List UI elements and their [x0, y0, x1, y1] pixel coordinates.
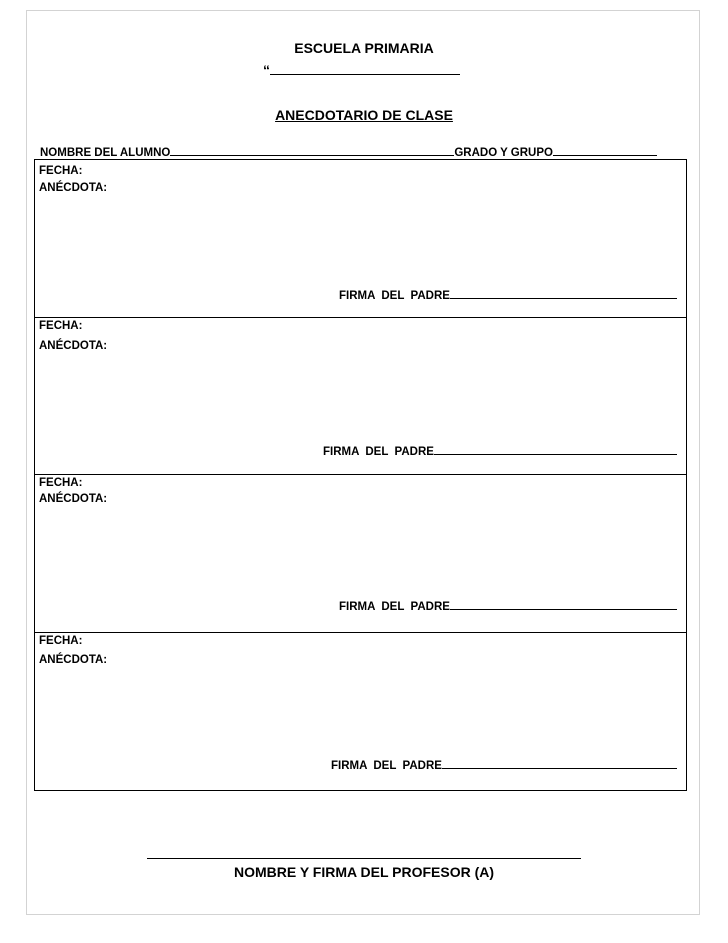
teacher-signature-blank[interactable] [147, 858, 581, 859]
parent-signature-blank[interactable] [442, 758, 677, 769]
parent-signature-label: FIRMA DEL PADRE [323, 446, 434, 458]
anecdote-label: ANÉCDOTA: [39, 182, 108, 194]
parent-signature-blank[interactable] [434, 444, 677, 455]
anecdote-label: ANÉCDOTA: [39, 493, 108, 505]
grade-group-blank[interactable] [553, 145, 657, 156]
parent-signature-blank[interactable] [450, 288, 677, 299]
anecdote-entry [35, 474, 686, 633]
anecdote-label: ANÉCDOTA: [39, 654, 108, 666]
parent-signature-row [323, 444, 677, 458]
school-name: ESCUELA PRIMARIA [294, 40, 434, 56]
school-name-field[interactable] [263, 62, 460, 78]
parent-signature-row [331, 758, 677, 772]
student-name-label: NOMBRE DEL ALUMNO [40, 147, 171, 159]
student-name-blank[interactable] [170, 145, 454, 156]
anecdote-label: ANÉCDOTA: [39, 340, 108, 352]
anecdote-entry [35, 317, 686, 475]
opening-quote: “ [263, 62, 270, 78]
document-title: ANECDOTARIO DE CLASE [275, 107, 453, 123]
anecdote-entry [35, 160, 686, 318]
grade-group-label: GRADO Y GRUPO [454, 147, 553, 159]
parent-signature-blank[interactable] [450, 599, 677, 610]
parent-signature-label: FIRMA DEL PADRE [331, 760, 442, 772]
parent-signature-label: FIRMA DEL PADRE [339, 290, 450, 302]
parent-signature-row [339, 288, 677, 302]
school-name-blank[interactable] [270, 64, 460, 75]
date-label: FECHA: [39, 477, 83, 489]
date-label: FECHA: [39, 635, 83, 647]
parent-signature-label: FIRMA DEL PADRE [339, 601, 450, 613]
parent-signature-row [339, 599, 677, 613]
teacher-signature-label: NOMBRE Y FIRMA DEL PROFESOR (A) [233, 864, 495, 880]
anecdote-entry [35, 632, 686, 790]
date-label: FECHA: [39, 165, 83, 177]
student-info-row [40, 145, 657, 159]
anecdote-table [34, 159, 687, 791]
date-label: FECHA: [39, 320, 83, 332]
